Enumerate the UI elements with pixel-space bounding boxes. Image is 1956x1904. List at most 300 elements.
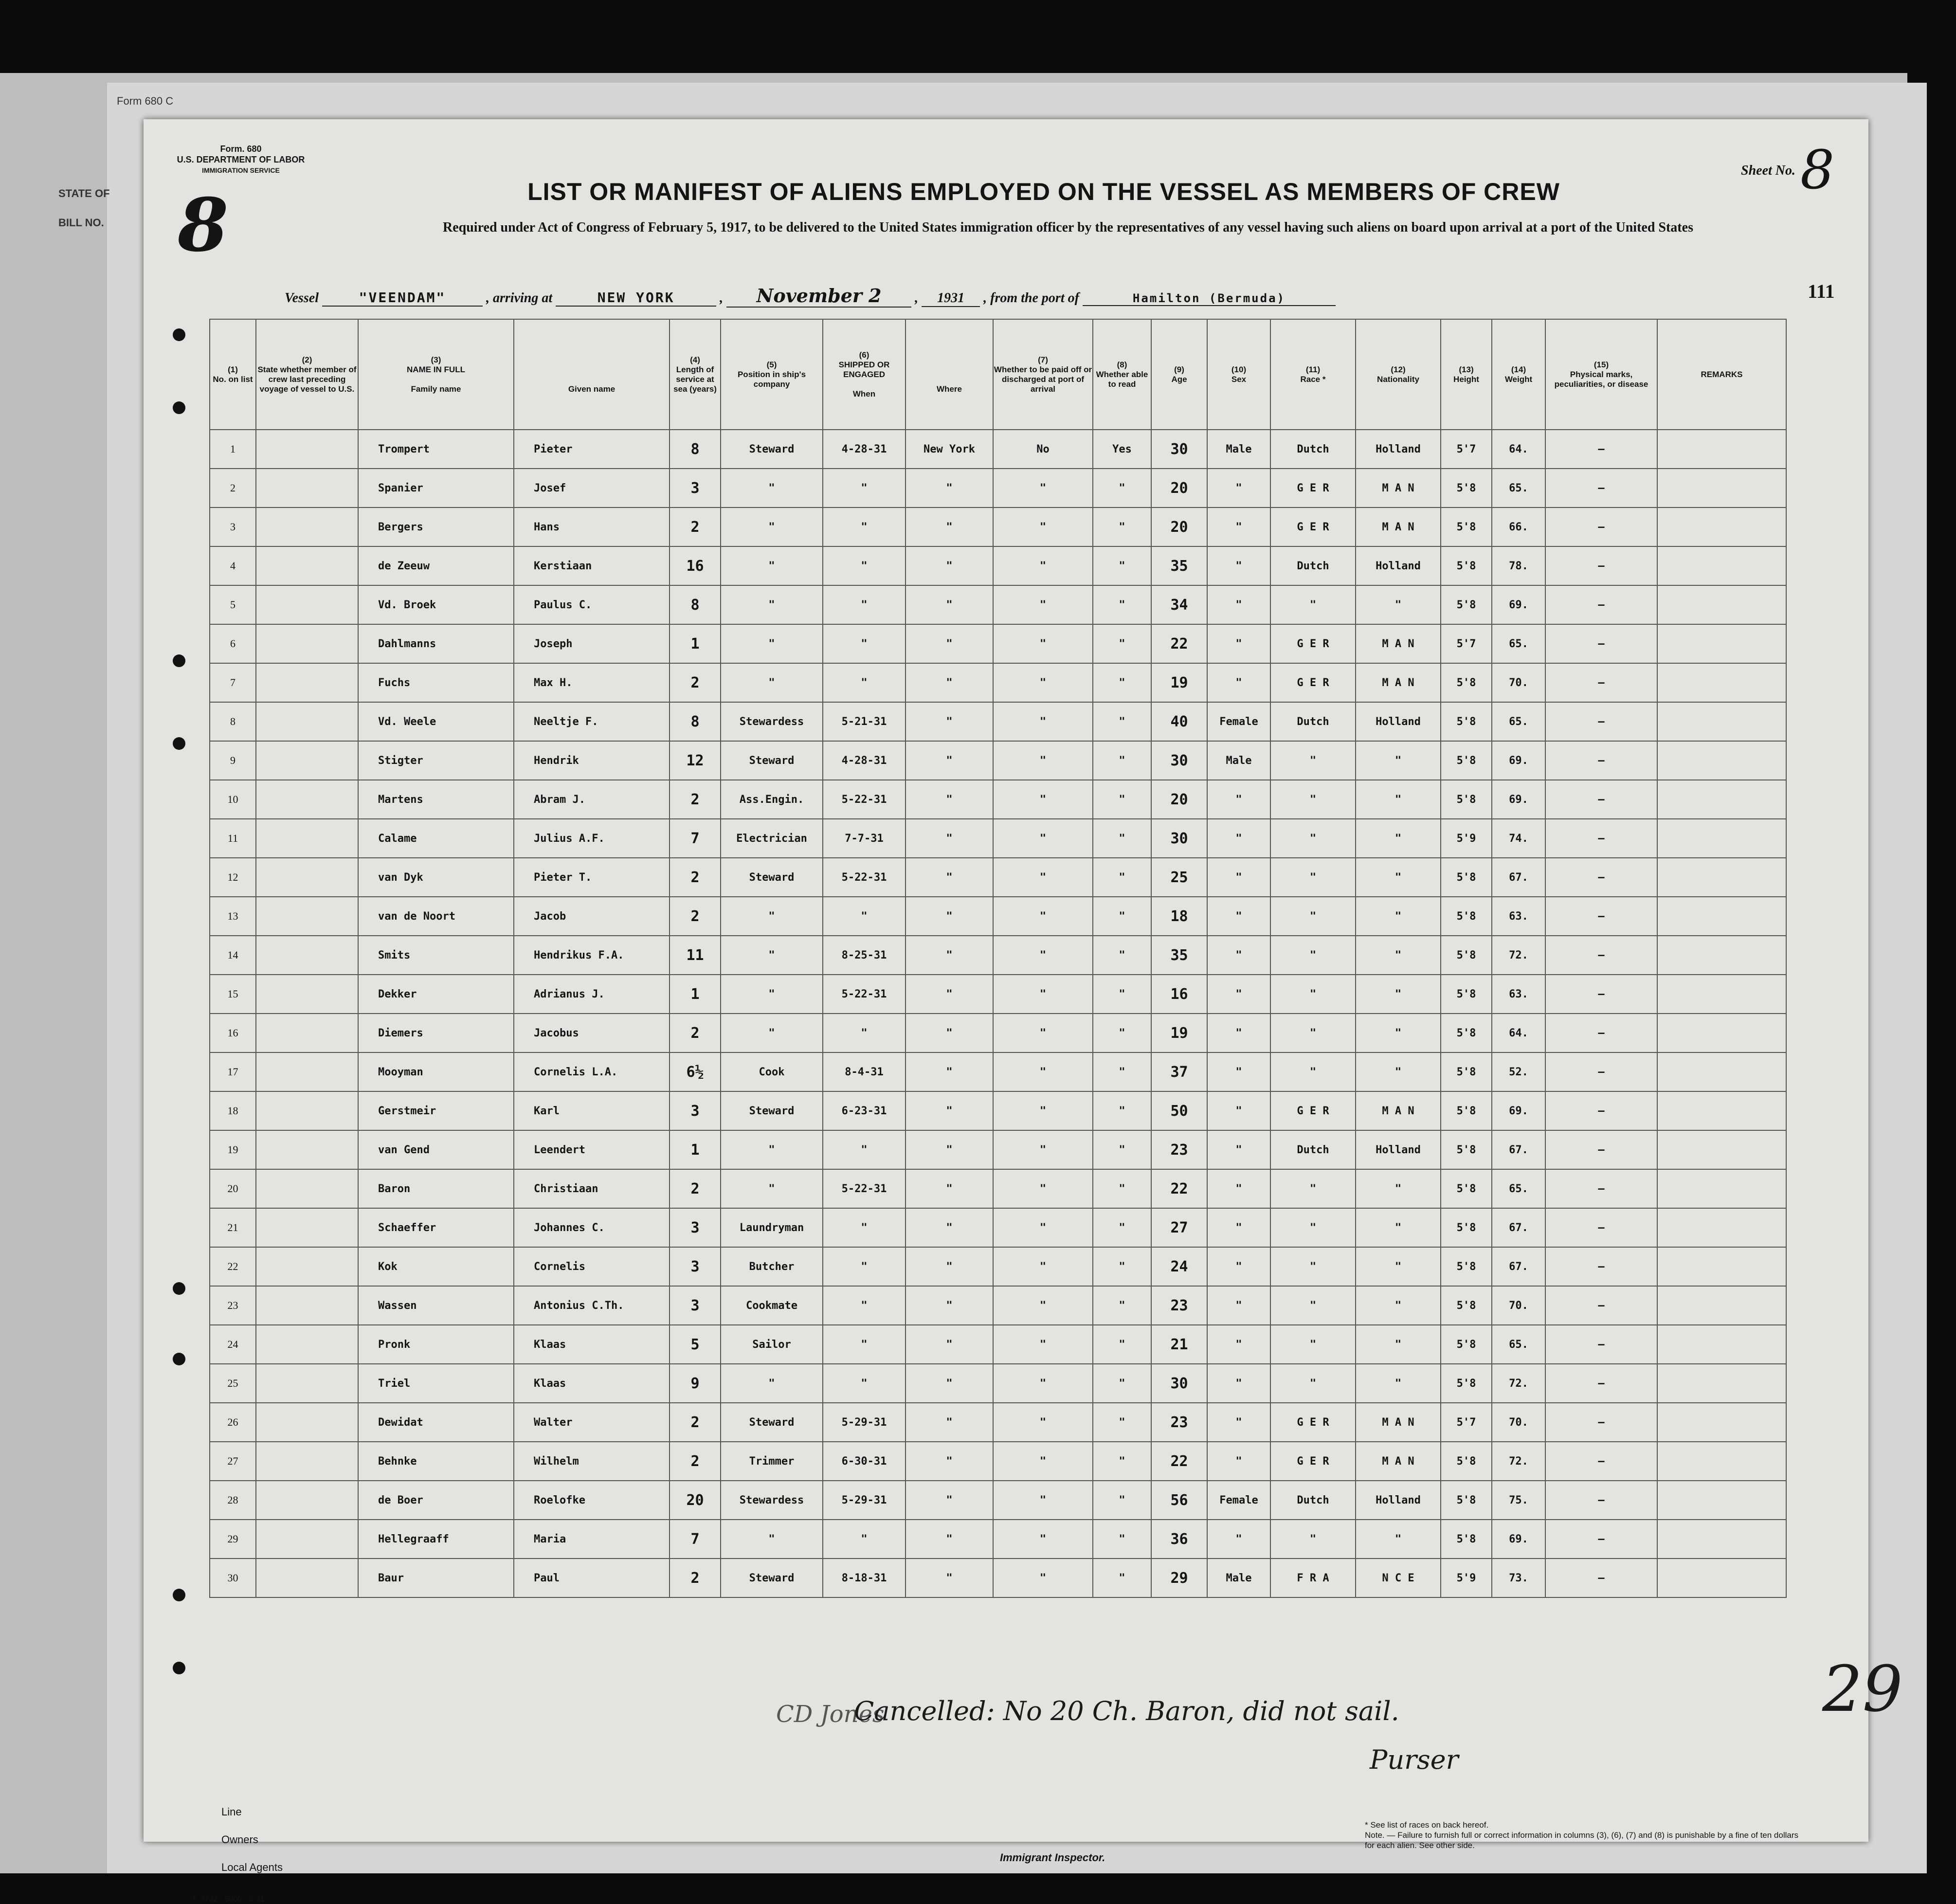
shipped-where: " <box>906 1208 993 1247</box>
weight: 65. <box>1492 469 1545 508</box>
height: 5'8 <box>1441 897 1492 936</box>
paid-off: " <box>993 1364 1093 1403</box>
nationality: " <box>1356 1520 1441 1559</box>
from-port: Hamilton (Bermuda) <box>1083 291 1336 306</box>
remarks-cell <box>1657 585 1786 624</box>
able-to-read: " <box>1093 702 1151 741</box>
race: " <box>1270 1052 1356 1091</box>
service-years: 7 <box>670 1520 721 1559</box>
shipped-where: " <box>906 780 993 819</box>
age: 20 <box>1151 780 1207 819</box>
remarks-cell <box>1657 1325 1786 1364</box>
family-name: Vd. Weele <box>358 702 514 741</box>
shipped-where: " <box>906 1052 993 1091</box>
able-to-read: " <box>1093 897 1151 936</box>
table-row <box>210 1559 1786 1597</box>
crew-manifest-table <box>209 319 1787 1598</box>
table-row <box>210 1247 1786 1286</box>
binder-hole <box>173 654 185 667</box>
physical-marks: — <box>1545 624 1657 663</box>
remarks-cell <box>1657 702 1786 741</box>
nationality: Holland <box>1356 430 1441 469</box>
shipped-where: " <box>906 1091 993 1130</box>
position: " <box>721 936 823 975</box>
shipped-where: " <box>906 585 993 624</box>
shipped-when: 8-18-31 <box>823 1559 906 1597</box>
state-cell <box>256 508 358 546</box>
given-name: Klaas <box>514 1325 670 1364</box>
service-years: 2 <box>670 1403 721 1442</box>
shipped-when: " <box>823 508 906 546</box>
age: 18 <box>1151 897 1207 936</box>
shipped-where: " <box>906 1442 993 1481</box>
given-name: Abram J. <box>514 780 670 819</box>
row-number: 12 <box>210 858 256 897</box>
service-years: 1 <box>670 975 721 1014</box>
shipped-where: " <box>906 702 993 741</box>
physical-marks: — <box>1545 1286 1657 1325</box>
weight: 72. <box>1492 1364 1545 1403</box>
table-row <box>210 1208 1786 1247</box>
shipped-when: 4-28-31 <box>823 741 906 780</box>
given-name: Jacob <box>514 897 670 936</box>
family-name: Vd. Broek <box>358 585 514 624</box>
given-name: Christiaan <box>514 1169 670 1208</box>
position: Electrician <box>721 819 823 858</box>
race: G E R <box>1270 663 1356 702</box>
race: " <box>1270 1286 1356 1325</box>
given-name: Roelofke <box>514 1481 670 1520</box>
race: G E R <box>1270 1091 1356 1130</box>
paid-off: " <box>993 585 1093 624</box>
service-years: 3 <box>670 1091 721 1130</box>
able-to-read: " <box>1093 1520 1151 1559</box>
position: " <box>721 1014 823 1052</box>
col-header-remarks: REMARKS <box>1657 319 1786 430</box>
shipped-when: " <box>823 1247 906 1286</box>
sex: " <box>1207 819 1270 858</box>
position: Sailor <box>721 1325 823 1364</box>
sheet-number: 8 <box>1800 139 1834 201</box>
sex: " <box>1207 1014 1270 1052</box>
able-to-read: " <box>1093 1403 1151 1442</box>
nationality: " <box>1356 1208 1441 1247</box>
shipped-when: " <box>823 1364 906 1403</box>
family-name: Smits <box>358 936 514 975</box>
col-header-sex: (10) Sex <box>1207 319 1270 430</box>
height: 5'8 <box>1441 1130 1492 1169</box>
shipped-when: " <box>823 1130 906 1169</box>
row-number: 26 <box>210 1403 256 1442</box>
nationality: " <box>1356 897 1441 936</box>
table-row <box>210 1052 1786 1091</box>
age: 40 <box>1151 702 1207 741</box>
age: 30 <box>1151 741 1207 780</box>
state-cell <box>256 1559 358 1597</box>
able-to-read: " <box>1093 1091 1151 1130</box>
position: Butcher <box>721 1247 823 1286</box>
race: " <box>1270 1247 1356 1286</box>
table-row <box>210 780 1786 819</box>
service-years: 2 <box>670 897 721 936</box>
nationality: " <box>1356 975 1441 1014</box>
position: " <box>721 585 823 624</box>
position: Steward <box>721 858 823 897</box>
physical-marks: — <box>1545 1481 1657 1520</box>
shipped-when: " <box>823 1014 906 1052</box>
state-cell <box>256 1520 358 1559</box>
weight: 70. <box>1492 663 1545 702</box>
shipped-where: " <box>906 1481 993 1520</box>
weight: 65. <box>1492 624 1545 663</box>
physical-marks: — <box>1545 1403 1657 1442</box>
remarks-cell <box>1657 1481 1786 1520</box>
weight: 70. <box>1492 1286 1545 1325</box>
table-row <box>210 1364 1786 1403</box>
shipped-when: " <box>823 663 906 702</box>
shipped-where: " <box>906 1247 993 1286</box>
service-years: 3 <box>670 1208 721 1247</box>
race: " <box>1270 1364 1356 1403</box>
sex: " <box>1207 780 1270 819</box>
paid-off: " <box>993 1403 1093 1442</box>
weight: 67. <box>1492 1130 1545 1169</box>
row-number: 3 <box>210 508 256 546</box>
sex: " <box>1207 508 1270 546</box>
nationality: " <box>1356 1052 1441 1091</box>
table-row <box>210 1442 1786 1481</box>
given-name: Paul <box>514 1559 670 1597</box>
table-row <box>210 469 1786 508</box>
weight: 69. <box>1492 1520 1545 1559</box>
given-name: Hendrik <box>514 741 670 780</box>
height: 5'8 <box>1441 585 1492 624</box>
service-years: 11 <box>670 936 721 975</box>
row-number: 1 <box>210 430 256 469</box>
immigrant-inspector-label: Immigrant Inspector. <box>1000 1851 1105 1864</box>
shipped-when: " <box>823 1520 906 1559</box>
service-years: 16 <box>670 546 721 585</box>
paid-off: " <box>993 819 1093 858</box>
table-row <box>210 1130 1786 1169</box>
total-count: 29 <box>1822 1652 1903 1726</box>
able-to-read: " <box>1093 1169 1151 1208</box>
paid-off: " <box>993 1247 1093 1286</box>
shipped-where: " <box>906 508 993 546</box>
remarks-cell <box>1657 936 1786 975</box>
physical-marks: — <box>1545 897 1657 936</box>
races-note: * See list of races on back hereof. <box>1365 1820 1489 1830</box>
weight: 64. <box>1492 430 1545 469</box>
shipped-where: New York <box>906 430 993 469</box>
service-years: 20 <box>670 1481 721 1520</box>
nationality: M A N <box>1356 1403 1441 1442</box>
height: 5'9 <box>1441 1559 1492 1597</box>
shipped-when: 5-21-31 <box>823 702 906 741</box>
service-years: 2 <box>670 1442 721 1481</box>
paid-off: No <box>993 430 1093 469</box>
shipped-when: " <box>823 469 906 508</box>
sex: " <box>1207 1442 1270 1481</box>
shipped-where: " <box>906 469 993 508</box>
form-number: Form. 680 <box>220 144 262 154</box>
weight: 78. <box>1492 546 1545 585</box>
table-row <box>210 858 1786 897</box>
able-to-read: " <box>1093 1325 1151 1364</box>
position: " <box>721 897 823 936</box>
physical-marks: — <box>1545 1130 1657 1169</box>
sex: " <box>1207 1325 1270 1364</box>
nationality: M A N <box>1356 1091 1441 1130</box>
service-years: 2 <box>670 780 721 819</box>
age: 21 <box>1151 1325 1207 1364</box>
col-header-weight: (14) Weight <box>1492 319 1545 430</box>
shipped-when: " <box>823 1325 906 1364</box>
service-years: 12 <box>670 741 721 780</box>
sex: " <box>1207 1052 1270 1091</box>
age: 23 <box>1151 1403 1207 1442</box>
col-header-state: (2) State whether member of crew last preceding voyage of vessel to U.S. <box>256 319 358 430</box>
row-number: 14 <box>210 936 256 975</box>
table-row <box>210 1520 1786 1559</box>
weight: 69. <box>1492 585 1545 624</box>
physical-marks: — <box>1545 663 1657 702</box>
nationality: " <box>1356 858 1441 897</box>
race: " <box>1270 858 1356 897</box>
height: 5'8 <box>1441 702 1492 741</box>
table-row <box>210 546 1786 585</box>
race: Dutch <box>1270 546 1356 585</box>
physical-marks: — <box>1545 430 1657 469</box>
able-to-read: Yes <box>1093 430 1151 469</box>
race: " <box>1270 1014 1356 1052</box>
position: Trimmer <box>721 1442 823 1481</box>
able-to-read: " <box>1093 1442 1151 1481</box>
age: 24 <box>1151 1247 1207 1286</box>
family-name: Gerstmeir <box>358 1091 514 1130</box>
shipped-when: 7-7-31 <box>823 819 906 858</box>
age: 19 <box>1151 663 1207 702</box>
family-name: Baur <box>358 1559 514 1597</box>
state-cell <box>256 897 358 936</box>
family-name: Dahlmanns <box>358 624 514 663</box>
nationality: " <box>1356 780 1441 819</box>
manifest-sheet <box>144 119 1903 1904</box>
age: 56 <box>1151 1481 1207 1520</box>
state-cell <box>256 1481 358 1520</box>
family-name: Bergers <box>358 508 514 546</box>
col-header-marks: (15) Physical marks, peculiarities, or disease <box>1545 319 1657 430</box>
weight: 52. <box>1492 1052 1545 1091</box>
local-agents-label: Local Agents <box>221 1861 283 1873</box>
family-name: Trompert <box>358 430 514 469</box>
nationality: Holland <box>1356 1130 1441 1169</box>
remarks-cell <box>1657 819 1786 858</box>
age: 19 <box>1151 1014 1207 1052</box>
given-name: Klaas <box>514 1364 670 1403</box>
row-number: 21 <box>210 1208 256 1247</box>
position: Ass.Engin. <box>721 780 823 819</box>
table-header-row <box>210 319 1786 430</box>
shipped-when: 5-22-31 <box>823 780 906 819</box>
position: " <box>721 1130 823 1169</box>
state-cell <box>256 702 358 741</box>
weight: 63. <box>1492 897 1545 936</box>
remarks-cell <box>1657 897 1786 936</box>
remarks-cell <box>1657 1208 1786 1247</box>
state-cell <box>256 585 358 624</box>
race: " <box>1270 975 1356 1014</box>
binder-hole <box>173 328 185 341</box>
weight: 69. <box>1492 1091 1545 1130</box>
weight: 72. <box>1492 936 1545 975</box>
race: " <box>1270 1169 1356 1208</box>
given-name: Julius A.F. <box>514 819 670 858</box>
paid-off: " <box>993 1520 1093 1559</box>
paid-off: " <box>993 1559 1093 1597</box>
age: 30 <box>1151 819 1207 858</box>
age: 22 <box>1151 1169 1207 1208</box>
shipped-when: 5-29-31 <box>823 1481 906 1520</box>
position: Cookmate <box>721 1286 823 1325</box>
row-number: 30 <box>210 1559 256 1597</box>
family-name: Dewidat <box>358 1403 514 1442</box>
remarks-cell <box>1657 430 1786 469</box>
shipped-where: " <box>906 546 993 585</box>
sex: " <box>1207 1247 1270 1286</box>
remarks-cell <box>1657 858 1786 897</box>
height: 5'8 <box>1441 1286 1492 1325</box>
position: " <box>721 546 823 585</box>
paid-off: " <box>993 975 1093 1014</box>
shipped-where: " <box>906 975 993 1014</box>
nationality: " <box>1356 819 1441 858</box>
binder-hole <box>173 1282 185 1295</box>
able-to-read: " <box>1093 780 1151 819</box>
age: 29 <box>1151 1559 1207 1597</box>
binder-hole <box>173 1662 185 1674</box>
able-to-read: " <box>1093 1286 1151 1325</box>
weight: 69. <box>1492 780 1545 819</box>
age: 34 <box>1151 585 1207 624</box>
sex: " <box>1207 858 1270 897</box>
family-name: van Gend <box>358 1130 514 1169</box>
document-title: LIST OR MANIFEST OF ALIENS EMPLOYED ON THE VESSEL AS MEMBERS OF CREW <box>527 178 1560 205</box>
race: Dutch <box>1270 430 1356 469</box>
position: " <box>721 1520 823 1559</box>
able-to-read: " <box>1093 546 1151 585</box>
age: 20 <box>1151 469 1207 508</box>
remarks-cell <box>1657 1442 1786 1481</box>
given-name: Walter <box>514 1403 670 1442</box>
physical-marks: — <box>1545 1014 1657 1052</box>
col-header-race: (11) Race * <box>1270 319 1356 430</box>
family-name: van de Noort <box>358 897 514 936</box>
age: 30 <box>1151 1364 1207 1403</box>
service-years: 5 <box>670 1325 721 1364</box>
vessel-label: Vessel <box>285 290 319 306</box>
underlying-bill-label: BILL NO. <box>58 217 104 229</box>
sex: " <box>1207 1520 1270 1559</box>
height: 5'8 <box>1441 975 1492 1014</box>
sex: Female <box>1207 1481 1270 1520</box>
shipped-when: 5-22-31 <box>823 1169 906 1208</box>
weight: 67. <box>1492 1208 1545 1247</box>
state-cell <box>256 1286 358 1325</box>
table-row <box>210 741 1786 780</box>
height: 5'7 <box>1441 624 1492 663</box>
shipped-where: " <box>906 936 993 975</box>
position: " <box>721 1364 823 1403</box>
height: 5'8 <box>1441 1364 1492 1403</box>
family-name: Triel <box>358 1364 514 1403</box>
nationality: M A N <box>1356 469 1441 508</box>
from-label: , from the port of <box>983 290 1079 306</box>
family-name: Pronk <box>358 1325 514 1364</box>
state-cell <box>256 469 358 508</box>
service-years: 1 <box>670 624 721 663</box>
height: 5'8 <box>1441 663 1492 702</box>
race: Dutch <box>1270 1481 1356 1520</box>
position: " <box>721 663 823 702</box>
remarks-cell <box>1657 624 1786 663</box>
height: 5'8 <box>1441 1052 1492 1091</box>
weight: 67. <box>1492 1247 1545 1286</box>
nationality: " <box>1356 1247 1441 1286</box>
service-years: 2 <box>670 858 721 897</box>
position: Steward <box>721 430 823 469</box>
paid-off: " <box>993 780 1093 819</box>
family-name: van Dyk <box>358 858 514 897</box>
race: G E R <box>1270 1442 1356 1481</box>
height: 5'8 <box>1441 1091 1492 1130</box>
row-number: 29 <box>210 1520 256 1559</box>
inspector-stamp-signature: CD Jones <box>776 1701 885 1728</box>
given-name: Jacobus <box>514 1014 670 1052</box>
given-name: Joseph <box>514 624 670 663</box>
race: G E R <box>1270 1403 1356 1442</box>
col-header-nationality: (12) Nationality <box>1356 319 1441 430</box>
family-name: Martens <box>358 780 514 819</box>
height: 5'8 <box>1441 1208 1492 1247</box>
col-header-paid-off: (7) Whether to be paid off or discharged at port of arrival <box>993 319 1093 430</box>
arriving-label: , arriving at <box>486 290 553 306</box>
col-header-read: (8) Whether able to read <box>1093 319 1151 430</box>
age: 36 <box>1151 1520 1207 1559</box>
service-years: 6½ <box>670 1052 721 1091</box>
race: " <box>1270 741 1356 780</box>
position: " <box>721 469 823 508</box>
height: 5'8 <box>1441 508 1492 546</box>
binder-hole <box>173 401 185 414</box>
cancelled-remark: Cancelled: No 20 Ch. Baron, did not sail. <box>854 1696 1399 1726</box>
physical-marks: — <box>1545 936 1657 975</box>
weight: 69. <box>1492 741 1545 780</box>
table-row <box>210 1481 1786 1520</box>
sex: Male <box>1207 1559 1270 1597</box>
weight: 65. <box>1492 1325 1545 1364</box>
weight: 73. <box>1492 1559 1545 1597</box>
given-name: Cornelis <box>514 1247 670 1286</box>
age: 35 <box>1151 936 1207 975</box>
nationality: " <box>1356 585 1441 624</box>
nationality: " <box>1356 1286 1441 1325</box>
state-cell <box>256 1014 358 1052</box>
physical-marks: — <box>1545 1520 1657 1559</box>
paid-off: " <box>993 1014 1093 1052</box>
shipped-where: " <box>906 1325 993 1364</box>
table-row <box>210 624 1786 663</box>
